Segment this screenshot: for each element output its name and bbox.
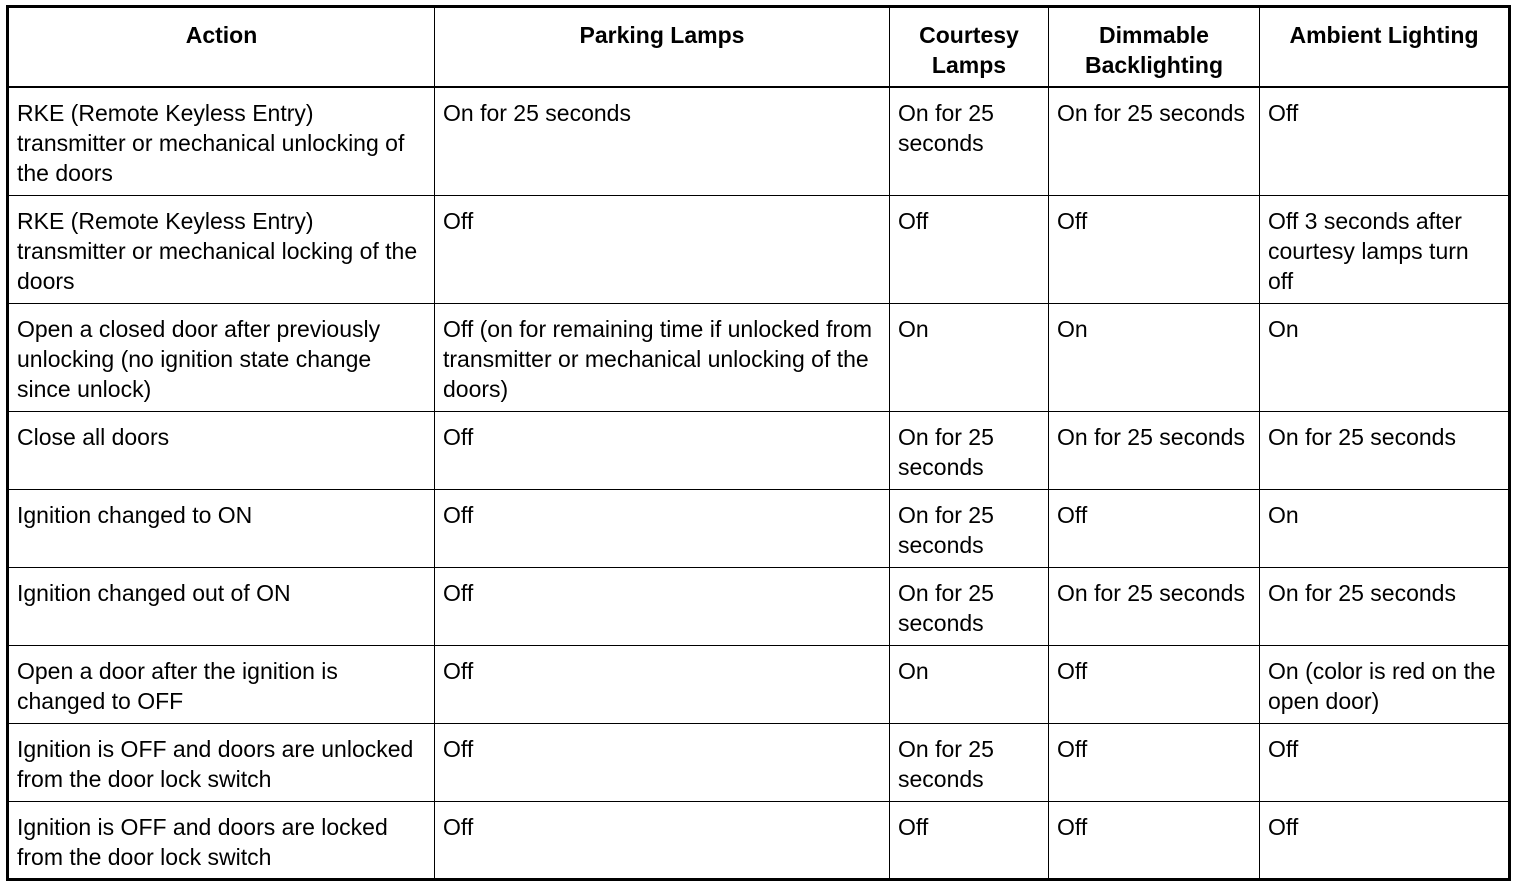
cell-courtesy-lamps: On	[890, 303, 1049, 411]
cell-dimmable-backlighting: Off	[1049, 801, 1260, 879]
cell-courtesy-lamps: On for 25 seconds	[890, 489, 1049, 567]
cell-dimmable-backlighting: On for 25 seconds	[1049, 567, 1260, 645]
cell-parking-lamps: Off	[435, 195, 890, 303]
cell-parking-lamps: Off (on for remaining time if unlocked from transmitter or mechanical unlocking of the doors)	[435, 303, 890, 411]
table-row	[8, 411, 1510, 489]
cell-parking-lamps: Off	[435, 645, 890, 723]
header-row	[8, 7, 1510, 88]
cell-ambient-lighting: Off	[1260, 801, 1510, 879]
cell-action: RKE (Remote Keyless Entry) transmitter or mechanical locking of the doors	[8, 195, 435, 303]
header-courtesy-lamps: Courtesy Lamps	[890, 7, 1049, 88]
cell-courtesy-lamps: On for 25 seconds	[890, 723, 1049, 801]
cell-courtesy-lamps: On	[890, 645, 1049, 723]
cell-courtesy-lamps: Off	[890, 801, 1049, 879]
table-row	[8, 303, 1510, 411]
cell-parking-lamps: Off	[435, 411, 890, 489]
cell-action: Close all doors	[8, 411, 435, 489]
cell-ambient-lighting: Off	[1260, 723, 1510, 801]
cell-ambient-lighting: On for 25 seconds	[1260, 411, 1510, 489]
cell-parking-lamps: On for 25 seconds	[435, 87, 890, 195]
table-row	[8, 87, 1510, 195]
cell-courtesy-lamps: On for 25 seconds	[890, 567, 1049, 645]
cell-action: Ignition is OFF and doors are locked from the door lock switch	[8, 801, 435, 879]
cell-ambient-lighting: On (color is red on the open door)	[1260, 645, 1510, 723]
cell-dimmable-backlighting: Off	[1049, 195, 1260, 303]
cell-parking-lamps: Off	[435, 489, 890, 567]
header-ambient-lighting: Ambient Lighting	[1260, 7, 1510, 88]
table-row	[8, 801, 1510, 879]
cell-dimmable-backlighting: On	[1049, 303, 1260, 411]
table-row	[8, 567, 1510, 645]
cell-action: Ignition changed out of ON	[8, 567, 435, 645]
lighting-actions-table	[6, 5, 1511, 881]
cell-ambient-lighting: Off 3 seconds after courtesy lamps turn off	[1260, 195, 1510, 303]
cell-ambient-lighting: On	[1260, 489, 1510, 567]
cell-courtesy-lamps: Off	[890, 195, 1049, 303]
cell-action: Open a door after the ignition is changed to OFF	[8, 645, 435, 723]
cell-action: Ignition is OFF and doors are unlocked from the door lock switch	[8, 723, 435, 801]
cell-courtesy-lamps: On for 25 seconds	[890, 87, 1049, 195]
cell-action: Open a closed door after previously unlocking (no ignition state change since unlock)	[8, 303, 435, 411]
cell-ambient-lighting: Off	[1260, 87, 1510, 195]
cell-parking-lamps: Off	[435, 723, 890, 801]
cell-parking-lamps: Off	[435, 801, 890, 879]
cell-ambient-lighting: On	[1260, 303, 1510, 411]
cell-dimmable-backlighting: On for 25 seconds	[1049, 87, 1260, 195]
header-action: Action	[8, 7, 435, 88]
cell-parking-lamps: Off	[435, 567, 890, 645]
cell-ambient-lighting: On for 25 seconds	[1260, 567, 1510, 645]
table-row	[8, 489, 1510, 567]
cell-action: RKE (Remote Keyless Entry) transmitter or mechanical unlocking of the doors	[8, 87, 435, 195]
header-parking-lamps: Parking Lamps	[435, 7, 890, 88]
cell-courtesy-lamps: On for 25 seconds	[890, 411, 1049, 489]
cell-dimmable-backlighting: Off	[1049, 489, 1260, 567]
cell-dimmable-backlighting: Off	[1049, 723, 1260, 801]
cell-dimmable-backlighting: On for 25 seconds	[1049, 411, 1260, 489]
table-row	[8, 723, 1510, 801]
cell-action: Ignition changed to ON	[8, 489, 435, 567]
table-row	[8, 645, 1510, 723]
cell-dimmable-backlighting: Off	[1049, 645, 1260, 723]
header-dimmable-backlighting: Dimmable Backlighting	[1049, 7, 1260, 88]
table-row	[8, 195, 1510, 303]
